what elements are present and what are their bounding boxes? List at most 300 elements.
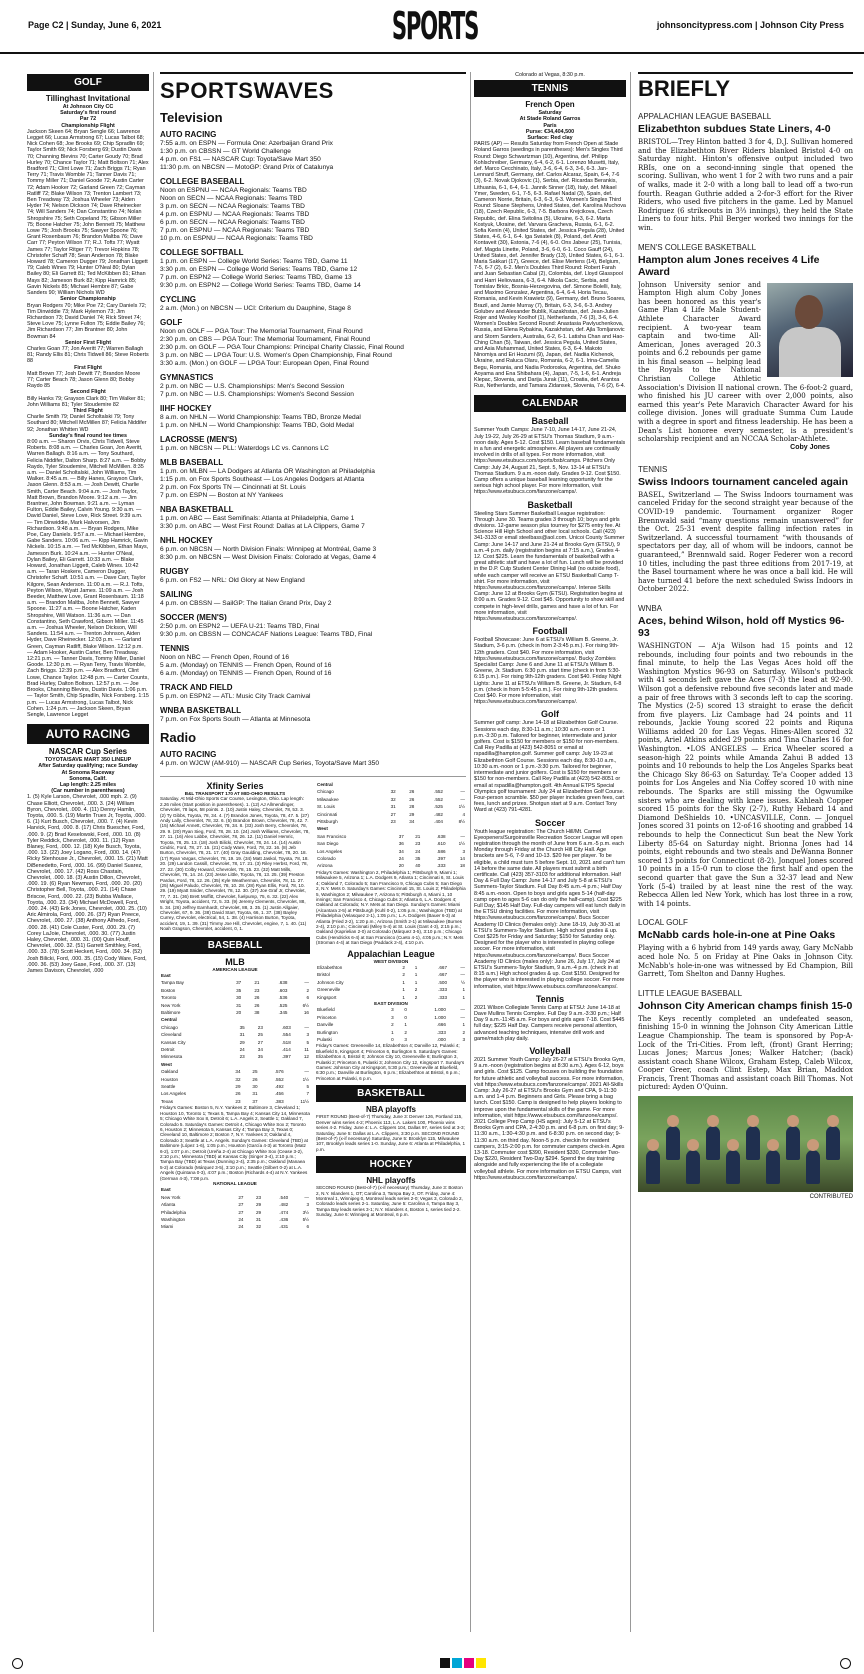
team-member (666, 1126, 680, 1160)
stat-cell: 36 (398, 841, 404, 847)
standings-table (316, 964, 466, 1001)
column-header (288, 972, 310, 979)
stat-cell: .414 (281, 1047, 291, 1053)
stat-cell: 8½ (458, 819, 465, 825)
stat-cell: .404 (434, 819, 443, 825)
column-header (224, 972, 242, 979)
stat-cell: .492 (274, 1084, 284, 1090)
table-row (160, 1194, 310, 1201)
listing-line: 5 p.m. on ESPN2 — ATL: Music City Track Carnival (160, 693, 311, 700)
stat-cell: 1 (462, 987, 465, 993)
briefly-rule (638, 72, 853, 74)
stat-cell: 29 (256, 1202, 262, 1208)
stat-cell: 24 (239, 1047, 245, 1053)
photo-face (795, 295, 823, 329)
table-row (160, 1223, 310, 1230)
standings-table (160, 1061, 310, 1105)
stat-cell: .667 (438, 972, 448, 978)
stat-cell: 7 (306, 1091, 309, 1097)
stat-cell: 23 (415, 841, 421, 847)
stat-cell: .576 (274, 1069, 284, 1075)
stat-cell: 21 (254, 980, 260, 986)
nba-results: FIRST ROUND (Best-of-7) Thursday, June 3: Denver 126, Portland 115, Denver wins series 4-2; Phoenix 113, L.A. Lakers 100, Phoenix wins series 4-2. Friday, June 4: L.A. Clippers 104, Dallas 97, series tied at 3-3; Saturday, June 5: Dallas at L.A. Clippers, 3:30 p.m. SECOND ROUND (Best-of-7) (x-if necessary) Saturday, June 5: Brooklyn 115, Milwaukee 107, Brooklyn leads series 1-0. Sunday, June 6: Atlanta at Philadelphia, 1 p.m. (316, 1114, 466, 1152)
tennis-continuation: Colorado at Vegas, 8:30 p.m. (515, 72, 585, 78)
tennis-sub: At Stade Roland Garros (519, 116, 581, 123)
stat-cell: 32 (235, 1076, 241, 1082)
stat-cell: 1 (391, 1029, 394, 1035)
stat-cell: 0 (404, 1007, 407, 1013)
stat-cell: 31 (252, 1091, 258, 1097)
stat-cell: .333 (438, 994, 448, 1000)
stat-cell: .586 (436, 848, 446, 854)
nl-appy-basketball-hockey (316, 781, 466, 1231)
print-registration-strip (0, 1648, 864, 1674)
xfinity-and-baseball (160, 781, 310, 1231)
division-name: Central (161, 1017, 177, 1023)
stat-cell: 24 (238, 1224, 244, 1230)
calendar-listings (474, 416, 626, 1181)
stat-cell: .333 (436, 863, 446, 869)
listing-line: 7 p.m. on Fox Sports South — Atlanta at Minnesota (160, 716, 311, 723)
stat-cell: 2 (402, 972, 405, 978)
sportswaves-title: SPORTSWAVES (160, 78, 334, 103)
team-name: Detroit (161, 1047, 175, 1053)
column-header (245, 1186, 263, 1193)
stat-cell: 24 (398, 856, 404, 862)
stat-cell: 1.000 (434, 1014, 446, 1020)
calendar-text: Summer golf camp: June 14-18 at Elizabethton Golf Course. Sessions each day, 8:30-11 a.m.; 10:30 a.m.-noon or 1 p.m.-3:30 p.m. Tailored for beginner, intermediate and junior golfers. Cost is $150 for members or $150 for non-members. Call Rey Padilla at (423) 542-8051 or email at rspadilla@hampton.golf. Summer golf camp: July 19-23 at Elizabethton Golf Course. Sessions each day, 8:30-10 a.m., 10:30 a.m.-noon or 1 p.m.-3:30 p.m. Tailored for beginner, intermediate and junior golfers. Cost is $150 for members or $150 for non-members. Call Rey Padilla at (423) 542-8051 or email at rspadilla@hampton.golf. 4th Annual ETPS Special Olympics golf tournament: July 24 at Elizabethton Golf Course. Four-person scramble. $50 per player includes green fees, cart fees, lunch and prizes. Shotgun start at 9 a.m. Contact Tony Ward at (423) 791-4281. (474, 720, 625, 814)
stat-cell: 1 (402, 994, 405, 1000)
team-name: Bluefield (317, 1007, 335, 1013)
column-header (259, 1061, 285, 1068)
stat-cell: .552 (434, 796, 443, 802)
team-name: St. Louis (317, 804, 335, 810)
stat-cell: 26 (235, 1091, 241, 1097)
stat-cell: — (460, 1014, 465, 1020)
stat-cell: .603 (278, 987, 288, 993)
team-name: San Diego (317, 841, 339, 847)
table-row (160, 1039, 310, 1046)
column-header (225, 1061, 242, 1068)
table-row (316, 1006, 466, 1013)
stat-cell: .431 (279, 1224, 289, 1230)
tennis-results (474, 100, 626, 389)
flight-heading: Senior First Flight (64, 339, 112, 346)
appy-west-standings (316, 964, 466, 1001)
calendar-text: Youth league registration: The Church Hill/Mt. Carmel Eyeopeners/Surgoinsville Recreation Soccer League will open registration through the month of June from 6 a.m.-5 p.m. each Monday through Friday at the Church Hill City Hall. Age brackets are 5-6, 7-9 and 10-13. $20 fee per player. To be eligible, a child must turn 5 before Sept. 10, 2021 and can't turn 14 before the same date. All players must submit a birth certificate. Call (423) 357-3103 for additional information. Half Day & Full Day Camp: June 14-17 and July 5-8 at ETSU's Summers-Taylor Stadium. Full Day 8:45 a.m.-4 p.m.; Half Day 8:45 a.m.-noon. Open to boys and girls ages 5-14 (half-day camp open to ages 5-6 can do only the half-camp). Cost $225 Full Day; $145 Half Day. Full-day campers will eat lunch daily in the ETSU dining facilities. For more information, visit https://www.etsubucs.com/fanzone/camps/. Bucs Soccer Academy ID Clinics (females only): June 18-19, July 30-31 at ETSU's Summers-Taylor Stadium. High school grades & up. Cost $225 for Friday and Saturday; $150 for Saturday only. Designed for the player who is interested in playing college soccer. For more information, visit https://www.etsubucs.com/fanzone/camps/. Bucs Soccer Academy ID Clinics (males only): June 26, July 17, July 24 at ETSU's Summers-Taylor Stadium, 9 a.m.-4 p.m. (check in at 8:15 a.m.) High school grades & up. Cost $150. Designed for the player who is interested in playing college soccer. For more information, visit https://www.etsubucs.com/fanzone/camps/. (474, 828, 626, 990)
division-name: East (161, 972, 171, 978)
listing-line: 1:15 p.m. on Fox Sports Southeast — Los Angeles Dodgers at Atlanta (160, 476, 365, 483)
stat-cell: 29 (409, 811, 415, 817)
stat-cell: 32 (390, 796, 396, 802)
standings-header-row (160, 1016, 310, 1023)
calendar-text: 2021 Wilson Collegiate Tennis Camp at ETSU: June 14-18 at Dave Mullins Tennis Complex. Full Day 9 a.m.-3:30 p.m.; Half Day 9 a.m.-11:45 a.m. For boys and girls ages 7-18. Cost $445 full day; $225 Half Day. Campers receive personal attention, advanced teaching techniques, intensive drill work and game/match play daily. (474, 1004, 625, 1042)
team-name: Kansas City (161, 1039, 186, 1045)
column-header (242, 972, 260, 979)
stat-cell: 34 (409, 819, 415, 825)
stat-cell: 2 (414, 994, 418, 1000)
stat-cell: 23 (390, 819, 396, 825)
listing-line: 1 p.m. on ESPN — College World Series: Teams TBD, Game 11 (160, 258, 348, 265)
stat-cell: 38 (254, 1010, 260, 1015)
column-header (262, 1186, 289, 1193)
standings-table (316, 825, 466, 869)
column-header (378, 781, 397, 788)
golf-venue: At Johnson City CC (62, 104, 114, 110)
al-standings (160, 972, 310, 1105)
stat-cell: .666 (436, 1022, 446, 1028)
story-kicker: TENNIS (638, 464, 668, 474)
table-row (316, 1029, 466, 1036)
table-row (160, 1068, 310, 1075)
listing-line: 1 p.m. on MLBN — LA Dodgers at Atlanta OR Washington at Philadelphia (160, 468, 375, 475)
team-member (806, 1150, 820, 1184)
xfinity-results: Saturday. At Mid-Ohio Sports Car Course, Lexington, Ohio. Lap length: 2.26 miles (Start position in parentheses). 1. (12) AJ Allmendinger, Chevrolet, 78 laps, 58 points. 2. (10) Justin Haley, Chevrolet, 78, 53. 3. (2) Ty Gibbs, Toyota, 78, 34. 4. (7) Brandon Jones, Toyota, 78, 47. 5. (27) Andy Lally, Chevrolet, 78, 32. 6. (5) Brandon Brown, Chevrolet, 78, 42. 7. (15) Michael Annett, Chevrolet, 78, 34. 8. (33) Josh Berry, Chevrolet, 78, 29. 9. (20) Ryan Sieg, Ford, 78, 28. 10. (24) Josh Williams, Chevrolet, 78, 27. 11. (16) Alex Labbe, Chevrolet, 78, 26. 12. (11) Daniel Hemric, Toyota, 78, 25. 13. (18) Josh Bilicki, Chevrolet, 78, 24. 14. (14) Austin Cindric, Ford, 78, 27. 15. (21) Cody Ware, Ford, 78, 22. 16. (8) Jeb Burton, Chevrolet, 78, 21. 17. (40) Gray Gaulding, Chevrolet, 78, 20. 18. (17) Ryan Vargas, Chevrolet, 78, 19. 19. (34) Matt Jaskol, Toyota, 78, 18. 20. (29) Landon Cassill, Chevrolet, 78, 17. 21. (3) Riley Herbst, Ford, 78, 27. 22. (30) Colby Howard, Chevrolet, 78, 15. 23. (32) Matt Mills, Chevrolet, 78, 14. 24. (23) Jesse Little, Toyota, 78, 13. 25. (39) Preston Pardus, Ford, 78, 12. 26. (35) Kyle Weatherman, Chevrolet, 78, 11. 27. (25) Miguel Paludo, Chevrolet, 78, 10. 28. (28) Ryan Ellis, Ford, 78, 10. 29. (19) Myatt Snider, Chevrolet, 78, 12. 30. (37) Joe Graf Jr, Chevrolet, 77, 7. 31. (36) Brett Moffitt, Chevrolet, fuelpump, 75, 6. 32. (22) Alex Wright, Toyota, accident, 72, 5. 33. (9) Jeremy Clements, Chevrolet, 88, 5. 34. (26) Jeffrey Earnhardt, Chevrolet, 88, 3. 35. (1) Justin Allgaier, Chevrolet, 67, 9. 36. (38) David Starr, Toyota, 66, 1. 37. (38) Bayley Currey, Chevrolet, electrical, 54, 1. 38. (4) Harrison Burton, Toyota, accident, 19, 1. 39. (31) Timmy Joe Hill, Chevrolet, engine, 7, 1. 40. (11) Noah Gragson, Chevrolet, accident, 0, 1. (160, 796, 310, 932)
stat-cell: .552 (274, 1076, 284, 1082)
listing-line: 3:30 p.m. on ABC — West First Round: Dallas at LA Clippers, Game 7 (160, 523, 365, 530)
stat-cell: 0 (391, 1037, 394, 1043)
listing-line: 1 p.m. on NHLN — World Championship: Teams TBD, Gold Medal (160, 422, 354, 429)
team-name: Elizabethton (317, 964, 343, 970)
stat-cell: 35 (239, 1024, 245, 1030)
team-name: Arizona (317, 863, 333, 869)
division-name: Central (317, 782, 333, 787)
standings-header-row (160, 1186, 310, 1193)
column-briefly (638, 72, 853, 1632)
standings-header-row (316, 781, 466, 788)
listing-line: 2:30 p.m. on GOLF — PGA Tour Champions: Principal Charity Classic, Final Round (160, 344, 404, 351)
team-name: Pulaski (317, 1037, 332, 1043)
stat-cell: 35 (236, 987, 242, 993)
golf-results (27, 94, 149, 718)
stat-cell: 26 (409, 796, 415, 802)
story-headline: Hampton alum Jones receives 4 Life Award (638, 253, 820, 278)
table-row (316, 964, 466, 971)
auto-sub: (Car number in parentheses) (51, 788, 125, 795)
team-name: Texas (161, 1098, 173, 1104)
sportswaves-radio: Radio (160, 730, 197, 745)
listing-line: 2 p.m. on Fox Sports TN — Cincinnati at St. Louis (160, 484, 306, 491)
story-body: The Keys recently completed an undefeated season, finishing 15-0 in winning the Johnson City American Little League Championship. The team is sponsored by Pop-A-Lock of the Tri-Cities. From left, (front) Grant Herring; Lucas Jones; Marcus Jones; Walker Hatcher; (back) assistant coach Shane Wilcox, Graham Estep, Caleb Wilcox, Cooper Greer, coach Clint Estep, Max Brian, Maddox Francis, Trent Thomas and assistant coach Bill Thomas. Not pictured: Ayden O'Quinn. (638, 1014, 853, 1092)
tennis-sub: Paris (543, 122, 557, 129)
tee-times-heading: Sunday's final round tee times (49, 432, 127, 439)
stat-cell: .610 (436, 841, 446, 847)
hockey-bar: HOCKEY (316, 1156, 466, 1173)
table-row (316, 979, 466, 986)
stat-cell: — (460, 964, 465, 970)
stat-cell: .474 (279, 1209, 289, 1215)
standings-table (316, 1006, 466, 1043)
listing-category: AUTO RACING (160, 130, 217, 139)
stat-cell: 1.000 (434, 1007, 446, 1013)
stat-cell: 1 (414, 979, 418, 985)
stat-cell: — (460, 833, 465, 839)
team-name: Greeneville (317, 987, 341, 993)
stat-cell: 5 (306, 1084, 309, 1090)
listing-line: 3 p.m. on NBC — LPGA Tour: U.S. Women's Open Championship, Final Round (160, 352, 392, 359)
stat-cell: 5½ (302, 1217, 309, 1222)
table-row (160, 1009, 310, 1016)
calendar-heading: Soccer (534, 817, 566, 828)
table-row (316, 971, 466, 978)
team-name: New York (161, 1194, 181, 1200)
stat-cell: 23 (235, 1098, 241, 1104)
listing-category: CYCLING (160, 295, 196, 304)
radio-line: 4 p.m. on WJCW (AM-910) — NASCAR Cup Series, Toyota/Save Mart 350 (160, 760, 380, 767)
table-row (160, 1201, 310, 1208)
calendar-text: Steeling Stars Summer Basketball League registration: Through June 30. Teams grades 3 through 10; boys and girls divisions. 12-game season plus tourney for $275 entry fee. At Science Hill High School and other local schools. Call (423) 341-3133 or email steelbass@aol.com. Unicoi County Summer Camp: June 14-17 and June 21-24 at Brooks Gym (ETSU), 9 a.m.-4 p.m. daily (registration begins at 7:15 a.m.), Grades 4-12. Cost $225. Learn the fundamentals of basketball with a great athletic staff and have a lot of fun. Lunch will be provided in the D.P. Culp Student Center Dining Hall (no outside food), while each camper will receive an ETSU Basketball Camp T-shirt. For more information, visit https://www.etsubucs.com/fanzone/camps/. Intense Skills Camp: June 12 at Brooks Gym (ETSU). Registration begins at 8:00 a.m. Grades 9-12. Cost $45. Opportunity to show skill and compete in high-level drills, games and have a lot of fun. For more information, visit https://www.etsubucs.com/fanzone/camps/. (474, 510, 625, 623)
column-header (415, 781, 444, 788)
tennis-title: French Open (525, 100, 575, 110)
stat-cell: 20 (236, 1010, 242, 1015)
listing-category: TENNIS (160, 644, 190, 653)
team-name: Tampa Bay (161, 980, 184, 986)
team-name: Toronto (161, 995, 177, 1001)
table-row (316, 986, 466, 993)
stat-cell: 23 (257, 1024, 263, 1030)
golf-bar: GOLF (27, 74, 149, 91)
stat-cell: 1 (402, 987, 405, 993)
stat-cell: 35 (257, 1054, 263, 1060)
listing-category: TRACK AND FIELD (160, 683, 233, 692)
standings-table (316, 781, 466, 825)
listing-line: 6 p.m. on SECN — NCAA Regionals: Teams TBD (160, 219, 305, 226)
listing-category: COLLEGE BASEBALL (160, 177, 245, 186)
radio-category: AUTO RACING (160, 750, 217, 759)
listing-line: 2 p.m. on NBC — U.S. Championships: Men's Second Session (160, 383, 345, 390)
stat-cell: .333 (438, 987, 448, 993)
table-row (316, 788, 466, 795)
table-row (160, 1216, 310, 1223)
auto-event: NASCAR Cup Series (48, 747, 128, 757)
team-member (786, 1126, 800, 1160)
basketball-bar: BASKETBALL (316, 1085, 466, 1102)
stat-cell: — (304, 1069, 309, 1075)
team-name: Minnesota (161, 1054, 183, 1060)
baseball-bar: BASEBALL (160, 937, 310, 954)
stat-cell: 1 (414, 964, 418, 970)
table-row (316, 811, 466, 818)
column-header (260, 972, 288, 979)
stat-cell: 2 (402, 964, 405, 970)
team-name: Boston (161, 987, 176, 993)
stat-cell: .638 (436, 833, 446, 839)
appy-east-standings (316, 1006, 466, 1043)
team-name: Oakland (161, 1069, 179, 1075)
calendar-text: Football Showcase: June 6 at ETSU's William B. Greene, Jr. Stadium, 3-6 p.m. (check in from 2-3:45 p.m.). For rising 9th-12th graders. Cost $40. For more information, visit https://www.etsubucs.com/fanzone/camps/. Bucky Zombies Specialist Camp: June 6 and June 11 at ETSU's William B. Greene, Jr. Stadium. 6:30 p.m. start time (check in from 5:30-6:15 p.m.). For rising 9th-12th graders. Cost $40. Friday Night Lights: June 11 at ETSU's William B. Greene, Jr. Stadium, 6-8 p.m. (check in from 5-5:45 p.m.). For rising 9th-12th graders. Cost $40. For more information, visit https://www.etsubucs.com/fanzone/camps/. (474, 637, 622, 706)
stat-cell: — (304, 980, 309, 986)
stat-cell: .345 (278, 1010, 288, 1015)
stat-cell: 31 (390, 804, 396, 810)
listing-line: 3 p.m. on SECN — NCAA Regionals: Teams TBD (160, 203, 305, 210)
listing-line: 7:55 a.m. on ESPN — Formula One: Azerbaijan Grand Prix (160, 140, 333, 147)
table-row (316, 862, 466, 869)
story-headline: Johnson City American champs finish 15-0 (638, 999, 853, 1012)
table-row (316, 1036, 466, 1043)
auto-sub: After Saturday qualifying; race Sunday (38, 763, 138, 770)
column-header (421, 825, 446, 832)
stat-cell: .540 (279, 1194, 289, 1200)
flight-heading: Second Flight (70, 389, 106, 396)
golf-event: Tillinghast Invitational (45, 94, 131, 103)
team-member (746, 1126, 760, 1160)
listing-line: 7 p.m. on NBC — U.S. Championships: Women's Second Session (160, 391, 354, 398)
team-member (766, 1150, 780, 1184)
mlb-title: MLB (225, 956, 245, 967)
color-swatch (452, 1658, 462, 1668)
stat-cell: 3 (462, 1037, 465, 1043)
listing-line: 5 a.m. (Monday) on TENNIS — French Open, Round of 16 (160, 662, 332, 669)
listing-category: NHL HOCKEY (160, 536, 213, 545)
listing-line: 4 p.m. on ESPNU — NCAA Regionals: Teams TBD (160, 211, 310, 218)
listing-line: Noon on GOLF — PGA Tour: The Memorial Tournament, Final Round (160, 328, 363, 335)
auto-results (27, 747, 149, 974)
table-row (160, 1090, 310, 1097)
listing-line: 4 p.m. on FS1 — NASCAR Cup: Toyota/Save Mart 350 (160, 156, 321, 163)
stat-cell: 26 (254, 995, 260, 1001)
listing-category: COLLEGE SOFTBALL (160, 248, 244, 257)
table-row (160, 994, 310, 1001)
golf-par: Par 72 (79, 116, 97, 123)
stat-cell: 25 (252, 1069, 258, 1075)
stat-cell: .552 (434, 789, 443, 795)
story-body: BASEL, Switzerland — The Swiss Indoors tournament was canceled Friday for the second straight year because of the COVID-19 pandemic. Tournament organizer Roger Brennwald said “many questions remain unanswered” for the Oct. 25-31 event despite falling infection rates in Switzerland. A successful tournament “with thousands of spectators per day, all of whom will be indoors, cannot be guaranteed,” Brennwald said. Roger Federer won a record 10 titles, including the past three editions from 2017-19, at the Basel tournament where he was once a ball kid. He will have turned 41 before the next scheduled Swiss Indoors in October 2022. (638, 490, 853, 594)
table-row (316, 803, 466, 810)
stat-cell: ½ (461, 979, 465, 985)
listing-line: 7 p.m. on ESPNU — NCAA Regionals: Teams TBD (160, 227, 310, 234)
team-name: San Francisco (317, 833, 347, 839)
table-row (160, 1031, 310, 1038)
stat-cell: 31 (239, 1032, 245, 1038)
listing-line: 2 a.m. (Mon.) on NBCSN — UCI: Criterium du Dauphine, Stage 8 (160, 305, 351, 312)
stat-cell: .525 (278, 1002, 288, 1008)
column-rule (470, 72, 471, 1632)
stat-cell: .000 (436, 1037, 446, 1043)
table-row (160, 979, 310, 986)
column-header (388, 825, 404, 832)
table-row (316, 1021, 466, 1028)
team-name: Johnson City (317, 979, 344, 985)
story-headline: Aces, behind Wilson, hold off Mystics 96-93 (638, 614, 845, 639)
nl-results: Friday's Games: Washington 2, Philadelphia 1; Pittsburgh 9, Miami 1; Milwaukee 5, Arizona 1; L.A. Dodgers 9, Atlanta 1; Cincinnati 6, St. Louis 4; Oakland 7, Colorado 5; San Francisco 9, Chicago Cubs 5; San Diego 2, N.Y. Mets 0. Saturday's Games: Cincinnati 15, St. Louis 2; Philadelphia 5, Washington 2; Milwaukee 7, Arizona 5; Pittsburgh 4, Miami 1, 10 innings; San Francisco 4, Chicago Cubs 3; Atlanta 6, L.A. Dodgers 4; Oakland at Colorado; N.Y. Mets at San Diego. Sunday's Games: Miami (Alcantara 2-5) at Pittsburgh (Kuhl 0-2), 1:05 p.m.; Washington (TBD) at Philadelphia (Velasquez 2-1), 1:05 p.m.; L.A. Dodgers (Bauer 6-3) at Atlanta (Fried 2-2), 1:20 p.m.; Arizona (Smith 2-1) at Milwaukee (Burnes 2-4), 2:10 p.m.; Cincinnati (Miley 5-4) at St. Louis (Gant 4-3), 2:15 p.m.; Oakland (Kaprielian 2-0) at Colorado (Márquez 3-5), 3:10 p.m.; Chicago Cubs (Hendricks 6-4) at San Francisco (Cueto 4-1), 4:05 p.m.; N.Y. Mets (Stroman 4-4) at San Diego (Paddack 2-4), 4:10 p.m. (316, 869, 466, 946)
golf-second-list: Billy Hanks 79; Grayson Clark 80; Tim Walker 81; John Williams 81; Tyler Stoudemire 82 (27, 395, 145, 408)
stat-cell: 32 (256, 1224, 262, 1230)
stat-cell: .525 (434, 804, 443, 810)
listing-line: 10 p.m. on ESPNU — NCAA Regionals: Teams TBD (160, 235, 313, 242)
color-swatch (440, 1658, 450, 1668)
column-header (264, 1016, 292, 1023)
calendar-text: 2021 Summer Youth Camp: July 26-27 at ETSU's Brooks Gym, 9 a.m.-noon (registration begins at 8:30 a.m.). Ages 6-12, boys and girls. Cost $125. Camp focuses on building the foundation for future athletic and volleyball success. For more information, visit https://www.etsubucs.com/fanzone/camps/. 2021 All-Skills Camp: July 26-27 at ETSU's Brooks Gym and CPA, 9-11:30 a.m. and 1-4 p.m. Beginners and Girls. Please bring a bag lunch. Cost $150. Camp is designed to help players looking to improve upon the fundamental skills of the game. For more information, visit https://www.etsubucs.com/fanzone/camps/. 2021 College Prep Camp (HS ages): July 5-12 at ETSU's Brooks Gym and CPA, 2-4:30 p.m. and 6-8 p.m. on first day; 9-11:30 a.m., 1:30-4:30 p.m. and 6-8:30 p.m. on second day; 9-11:30 a.m. on third day. Noon-5 p.m. checkin for resident campers, 3:15-2:00 p.m. for commuter campers check-in. Ages 13-18. Commuter cost $390, Resident $330, Commuter Two-Day $220, Resident Two-Day $294. Spend the day training alongside and fully experiencing the life of a collegiate volleyball athlete. For more information on ETSU Camps, visit https://www.etsubucs.com/fanzone/camps/. (474, 1057, 625, 1181)
calendar-heading: Tennis (535, 993, 565, 1004)
nl-central-west-standings (316, 781, 466, 870)
stat-cell: 34 (235, 1069, 241, 1075)
listing-line: Noon on SECN — NCAA Regionals: Teams TBD (160, 195, 303, 202)
appy-west: WEST DIVISION (373, 958, 409, 964)
story-headline: Swiss Indoors tournament canceled again (638, 475, 849, 488)
stat-cell: 3 (391, 1007, 394, 1013)
nl-east-standings (160, 1186, 310, 1230)
column-header (444, 781, 466, 788)
golf-first-list: Matt Brown 77; Josh Dewitt 77; Brandon Moore 77; Carter Beach 78; Jason Glenn 80; Bobby Raydo 85 (27, 370, 141, 390)
listing-line: 3:30 a.m. (Mon.) on GOLF — LPGA Tour: European Open, Final Round (160, 360, 369, 367)
golf-senior-list: Bryan Rodgers 70; Mike Poe 72; Cary Daniels 72; Tim Dinwiddie 73; Mark Hylemon 73; Jim Richardson 73; David Daniel 74; Rick Street 74; Steve Love 75; Lynne Fulton 75; Eddie Bailey 76; Jim Richardson 77; Jim Brantner 80; John Bowman 84 (27, 302, 147, 340)
story-body: BRISTOL—Trey Hinton batted 3 for 4, D.J. Sullivan homered and the Elizabethton River Riders blanked Bristol 4-0 on Saturday night. Hinton's offensive output included two RBIs, one on a second-inning single that opened the scoring. Sullivan, who went 1 for 2 with two runs and a pair of walks, made it 2-0 with a long ball to lead off a two-run fourth. Reagan Guthrie added a 2-for-3 effort for the River Riders, who used five pitchers in the game. Led by Manuel Rodriguez (6 strikeouts in 3⅔ innings), they held the State Liners to four hits. Phil Berger worked two innings for the win. (638, 138, 853, 232)
appy-results: Friday's Games: Greeneville 14, Elizabethton 4; Danville 12, Pulaski 4; Bluefield 5, Kingsport 4; Princeton 6, Burlington 5. Saturday's Games: Elizabethton 4, Bristol 0; Johnson City 10, Greeneville 6; Burlington 3, Pulaski 2; Princeton 6, Pulaski 3; Johnson City 12, Kingsport 7. Sunday's Games: Johnson City at Kingsport, 5:30 p.m.; Greeneville at Bluefield, 6:30 p.m.; Danville at Burlington, 6 p.m.; Elizabethton at Bristol, 6 p.m.; Princeton at Pulaski, 6 p.m. (316, 1043, 465, 1081)
nhl-title: NHL playoffs (366, 1176, 416, 1186)
photo-shirt (779, 327, 841, 377)
stat-cell: .638 (278, 980, 288, 986)
listing-line: 6 a.m. (Monday) on TENNIS — French Open, Round of 16 (160, 670, 332, 677)
stat-cell: 26 (409, 789, 415, 795)
calendar-heading: Volleyball (529, 1046, 571, 1057)
al-heading: AMERICAN LEAGUE (212, 966, 258, 972)
table-row (160, 1024, 310, 1031)
flight-heading: Senior Championship (60, 296, 116, 303)
stat-cell: 30 (252, 1084, 258, 1090)
table-row (316, 840, 466, 847)
stat-cell: 2 (462, 1029, 465, 1035)
tennis-sub: Saturday (538, 110, 562, 117)
stat-cell: 1½ (458, 841, 465, 847)
column-header (227, 1186, 245, 1193)
stat-cell: 23 (254, 987, 260, 993)
listing-line: 8:30 p.m. on NBCSN — West Division Finals: Colorado at Vegas, Game 4 (160, 554, 377, 561)
stat-cell: 2 (414, 987, 418, 993)
stat-cell: .436 (279, 1217, 289, 1222)
stat-cell: .456 (274, 1091, 284, 1097)
team-name: Atlanta (161, 1202, 176, 1208)
calendar-heading: Football (532, 626, 568, 637)
stat-cell: 2 (306, 987, 309, 993)
sportswaves-listings (160, 130, 466, 724)
stat-cell: 20 (398, 863, 404, 869)
stat-cell: 3 (391, 1014, 394, 1020)
stat-cell: .482 (279, 1202, 289, 1208)
stat-cell: 28 (409, 804, 415, 810)
listing-category: IIHF HOCKEY (160, 404, 212, 413)
team-name: Cincinnati (317, 811, 338, 817)
stat-cell: 1½ (458, 804, 465, 810)
stat-cell: 3 (462, 848, 465, 854)
column-header (405, 825, 421, 832)
team-name: Baltimore (161, 1010, 181, 1015)
team-name: New York (161, 1002, 181, 1008)
stat-cell: 37 (252, 1098, 258, 1104)
column-tennis-calendar (474, 72, 626, 1632)
listing-category: NBA BASKETBALL (160, 505, 234, 514)
color-swatch (464, 1658, 474, 1668)
stat-cell: 1 (402, 979, 405, 985)
stat-cell: 29 (239, 1039, 245, 1045)
golf-third-list: Charlie Smith 79; Daniel Scholtalski 79; Tony Southard 80; Mitchell McMillen 87; Felicia Niddifer 92; Jonathan Whitten WD (27, 414, 147, 433)
team-name: Miami (161, 1224, 174, 1230)
table-row (160, 1076, 310, 1083)
stat-cell: 30 (236, 995, 242, 1001)
column-header (285, 1061, 310, 1068)
stat-cell: 1 (414, 972, 418, 978)
team-name: Los Angeles (161, 1091, 187, 1097)
team-name: Seattle (161, 1084, 176, 1090)
stat-cell: — (304, 1024, 309, 1030)
listing-line: 2:50 p.m. on ESPN2 — UEFA U-21: Teams TBD, Final (160, 623, 320, 630)
stat-cell: 27 (390, 811, 396, 817)
standings-table (160, 1186, 310, 1230)
column-header (228, 1016, 246, 1023)
stat-cell: .500 (438, 979, 448, 985)
division-name: West (161, 1061, 172, 1067)
xfinity-wrap (160, 781, 310, 932)
stat-cell: 3½ (302, 1209, 309, 1215)
